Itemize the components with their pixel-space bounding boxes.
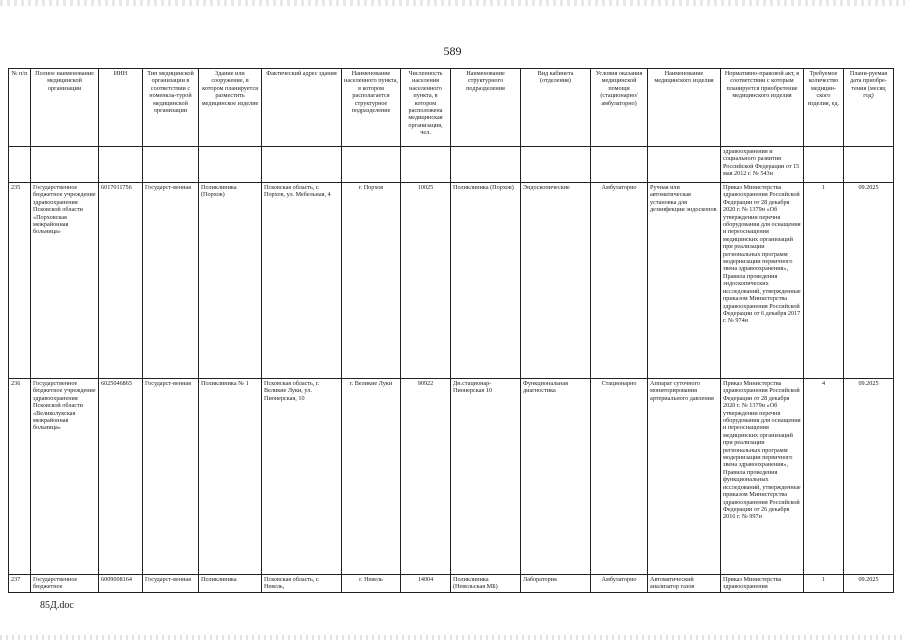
header-cabinet: Вид кабинета (отделения): [521, 69, 591, 147]
cell-device: Автоматический анализатор газов: [648, 575, 721, 593]
cell-num: 237: [9, 575, 31, 593]
cell-org: Государственное бюджетное учреждение здравоохранения Псковской области «Порховская межрайонная больница»: [31, 183, 99, 379]
header-type: Тип медицинской организации в соответствии с номенкла-турой медицинской организации: [143, 69, 199, 147]
cell-act: Приказ Министерства здравоохранения Российской Федерации от 28 декабря 2020 г. № 1379н «Об утверждении перечня оборудования для оснащения и переоснащения медицинских организаций при реализации региональных программ модернизации первичного звена здравоохранения», Правила проведения эндоскопических исследований, утвержденные приказом Министерства здравоохранения Российской Федерации от 6 декабря 2017 г. № 974н: [721, 183, 804, 379]
cell-cabinet: Лаборатория: [521, 575, 591, 593]
header-address: Фактический адрес здания: [262, 69, 342, 147]
cell-date: 09.2025: [844, 183, 894, 379]
cell-address: Псковская область, г. Великие Луки, ул. Пионерская, 10: [262, 379, 342, 575]
header-num: № п/п: [9, 69, 31, 147]
header-population: Численность населения населенного пункта, в котором расположена медицинская организация, чел.: [401, 69, 451, 147]
cell-locality: г. Порхов: [342, 183, 401, 379]
cell-type: Государст-венная: [143, 183, 199, 379]
table-row: [9, 183, 894, 379]
cell-org: Государственное бюджетное: [31, 575, 99, 593]
cell-population: 14004: [401, 575, 451, 593]
scan-edge-top: [0, 0, 905, 6]
table-row-continuation: [9, 147, 894, 183]
cell-locality: г. Невель: [342, 575, 401, 593]
cell-unit: Поликлиника (Невельская МБ): [451, 575, 521, 593]
cell-inn: 6017011756: [99, 183, 143, 379]
cell-num: 235: [9, 183, 31, 379]
cell-building: Поликлиника (Порхов): [199, 183, 262, 379]
cell-act: Приказ Министерства здравоохранения: [721, 575, 804, 593]
cell-date: 09.2025: [844, 379, 894, 575]
header-unit: Наименование структурного подразделения: [451, 69, 521, 147]
cell-act: здравоохранения и социального развития Российской Федерации от 15 мая 2012 г. № 543н: [721, 147, 804, 183]
cell-quantity: 1: [804, 575, 844, 593]
cell-act: Приказ Министерства здравоохранения Российской Федерации от 28 декабря 2020 г. № 1379н «Об утверждении перечня оборудования для оснащения и переоснащения медицинских организаций при реализации региональных программ модернизации первичного звена здравоохранения», Правила проведения функциональных исследований, утвержденные приказом Министерства здравоохранения Российской Федерации от 26 декабря 2016 г. № 997н: [721, 379, 804, 575]
cell-address: Псковская область, г. Порхов, ул. Мебельная, 4: [262, 183, 342, 379]
footer-filename: 85Д.doc: [40, 600, 74, 611]
cell-num: 236: [9, 379, 31, 575]
cell-conditions: Амбулаторно: [591, 575, 648, 593]
header-locality: Наименование населенного пункта, в котором располагается структурное подразделение: [342, 69, 401, 147]
cell-device: Аппарат суточного мониторирования артериального давления: [648, 379, 721, 575]
cell-inn: 6025046865: [99, 379, 143, 575]
cell-unit: Дн.стационар-Пионерская 10: [451, 379, 521, 575]
cell-building: Поликлиника № 1: [199, 379, 262, 575]
cell-quantity: 4: [804, 379, 844, 575]
cell-inn: 6009008164: [99, 575, 143, 593]
page-number: 589: [443, 44, 462, 58]
cell-unit: Поликлиника (Порхов): [451, 183, 521, 379]
cell-population: 10025: [401, 183, 451, 379]
cell-quantity: 1: [804, 183, 844, 379]
cell-conditions: Амбулаторно: [591, 183, 648, 379]
cell-conditions: Стационарно: [591, 379, 648, 575]
table-row: [9, 379, 894, 575]
header-conditions: Условия оказания медицинской помощи (стационарно/ амбулаторно): [591, 69, 648, 147]
scan-edge-bottom: [0, 635, 905, 640]
cell-date: 09.2025: [844, 575, 894, 593]
header-act: Нормативно-правовой акт, в соответствии с которым планируется приобретение медицинского изделия: [721, 69, 804, 147]
header-building: Здание или сооружение, в котором планируется разместить медицинское изделие: [199, 69, 262, 147]
cell-device: Ручная или автоматическая установка для дезинфекции эндоскопов: [648, 183, 721, 379]
table-row: [9, 575, 894, 593]
header-date: Плани-руемая дата приобре-тения (месяц год): [844, 69, 894, 147]
cell-org: Государственное бюджетное учреждение здравоохранения Псковской области «Великолукская межрайонная больница»: [31, 379, 99, 575]
cell-type: Государст-венная: [143, 575, 199, 593]
header-quantity: Требуемое количество медицин-ского изделия, ед.: [804, 69, 844, 147]
header-device: Наименование медицинского изделия: [648, 69, 721, 147]
cell-building: Поликлиника: [199, 575, 262, 593]
header-org: Полное наименование медицинской организации: [31, 69, 99, 147]
cell-locality: г. Великие Луки: [342, 379, 401, 575]
header-inn: ИНН: [99, 69, 143, 147]
cell-cabinet: Эндоскопические: [521, 183, 591, 379]
table-header-row: [9, 69, 894, 147]
equipment-table: [8, 68, 894, 593]
cell-address: Псковская область, г. Невель,: [262, 575, 342, 593]
cell-cabinet: Функциональная диагностика: [521, 379, 591, 575]
cell-population: 90922: [401, 379, 451, 575]
cell-type: Государст-венная: [143, 379, 199, 575]
